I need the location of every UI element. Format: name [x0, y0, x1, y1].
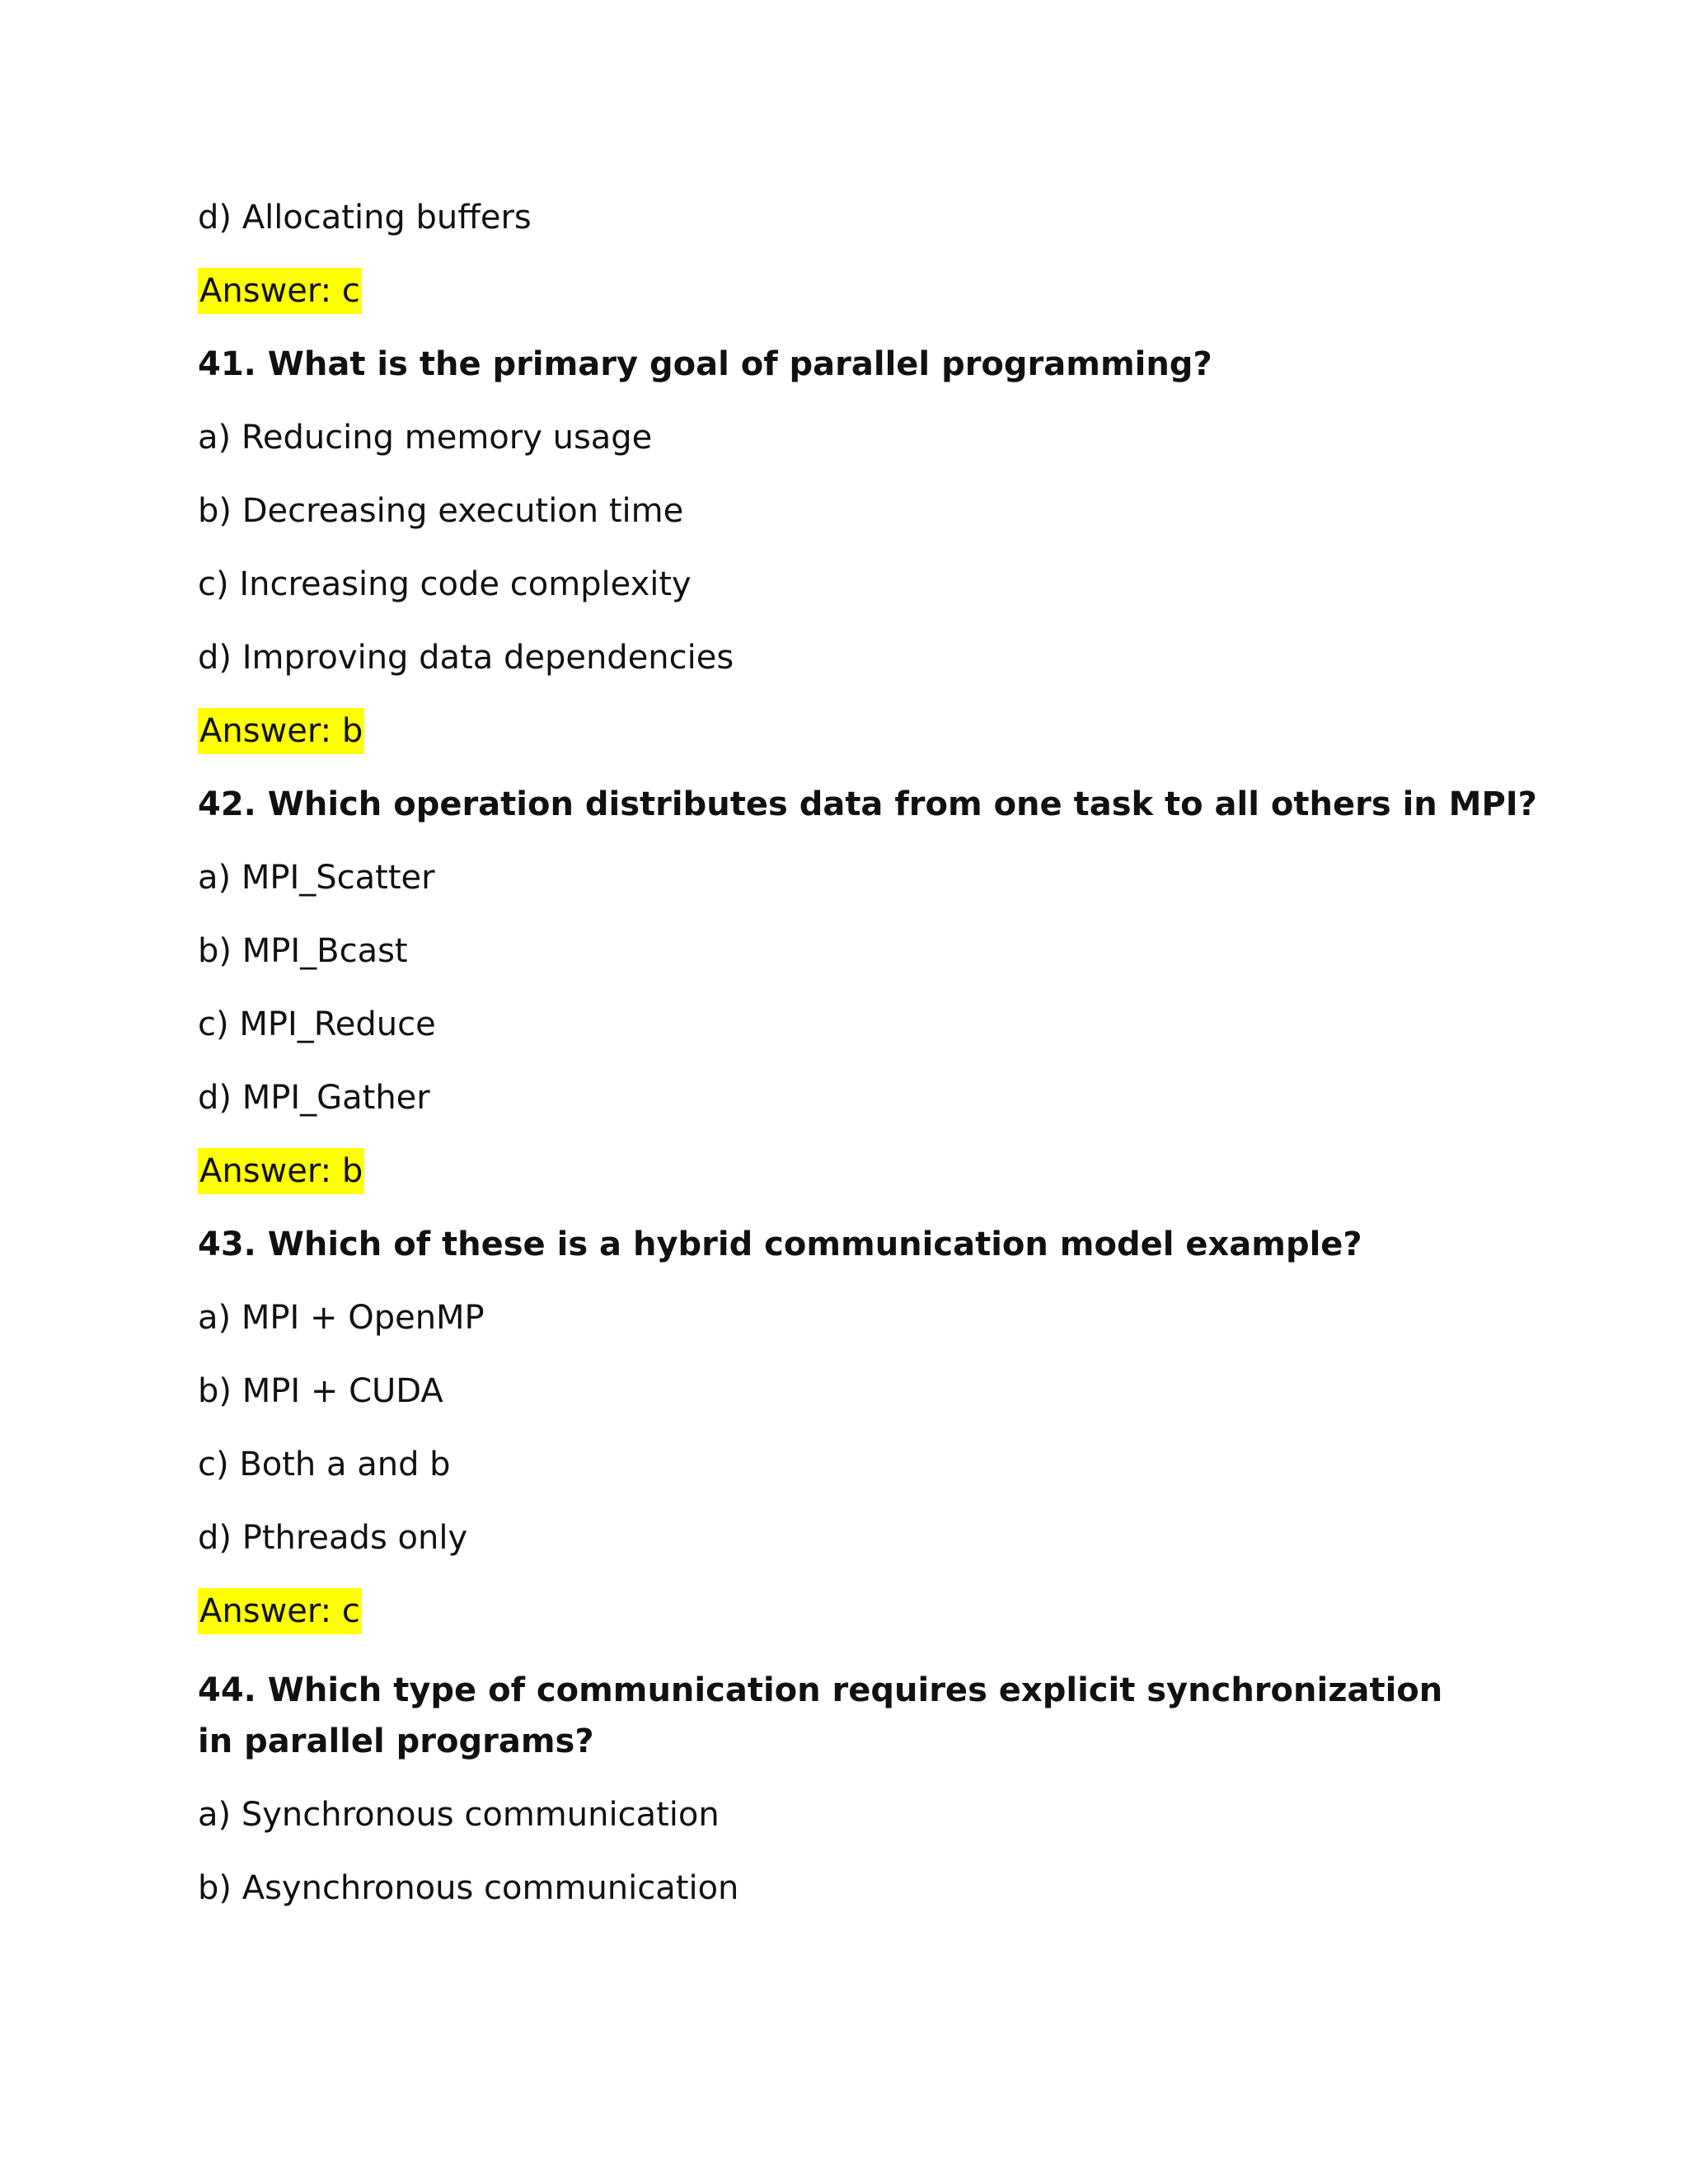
option-42-b: b) MPI_Bcast [198, 932, 408, 970]
option-44-a: a) Synchronous communication [198, 1796, 720, 1834]
answer-highlight: Answer: b [198, 708, 364, 754]
answer-42 [198, 1151, 1500, 1191]
option-42-c: c) MPI_Reduce [198, 1005, 436, 1043]
option-42-a: a) MPI_Scatter [198, 859, 435, 897]
option-43-c: c) Both a and b [198, 1446, 451, 1483]
answer-41 [198, 711, 1500, 751]
option-44-b: b) Asynchronous communication [198, 1869, 739, 1907]
question-44: 44. Which type of communication requires explicit synchronization in parallel programs? [198, 1671, 1443, 1760]
answer-40 [198, 271, 1500, 311]
answer-highlight: Answer: b [198, 1148, 364, 1194]
option-41-d: d) Improving data dependencies [198, 639, 734, 677]
question-43: 43. Which of these is a hybrid communication model example? [198, 1226, 1362, 1263]
question-41: 41. What is the primary goal of parallel programming? [198, 345, 1212, 383]
answer-43 [198, 1591, 1500, 1631]
option-41-b: b) Decreasing execution time [198, 492, 684, 530]
option-43-b: b) MPI + CUDA [198, 1372, 443, 1410]
option-43-d: d) Pthreads only [198, 1519, 468, 1557]
option-41-c: c) Increasing code complexity [198, 565, 692, 603]
question-42: 42. Which operation distributes data from one task to all others in MPI? [198, 785, 1537, 823]
document-body [198, 198, 1537, 1942]
answer-highlight: Answer: c [198, 1588, 362, 1634]
option-42-d: d) MPI_Gather [198, 1079, 430, 1117]
option-43-a: a) MPI + OpenMP [198, 1299, 485, 1337]
option-41-a: a) Reducing memory usage [198, 419, 653, 457]
answer-highlight: Answer: c [198, 268, 362, 314]
option-40-d: d) Allocating buffers [198, 199, 532, 237]
